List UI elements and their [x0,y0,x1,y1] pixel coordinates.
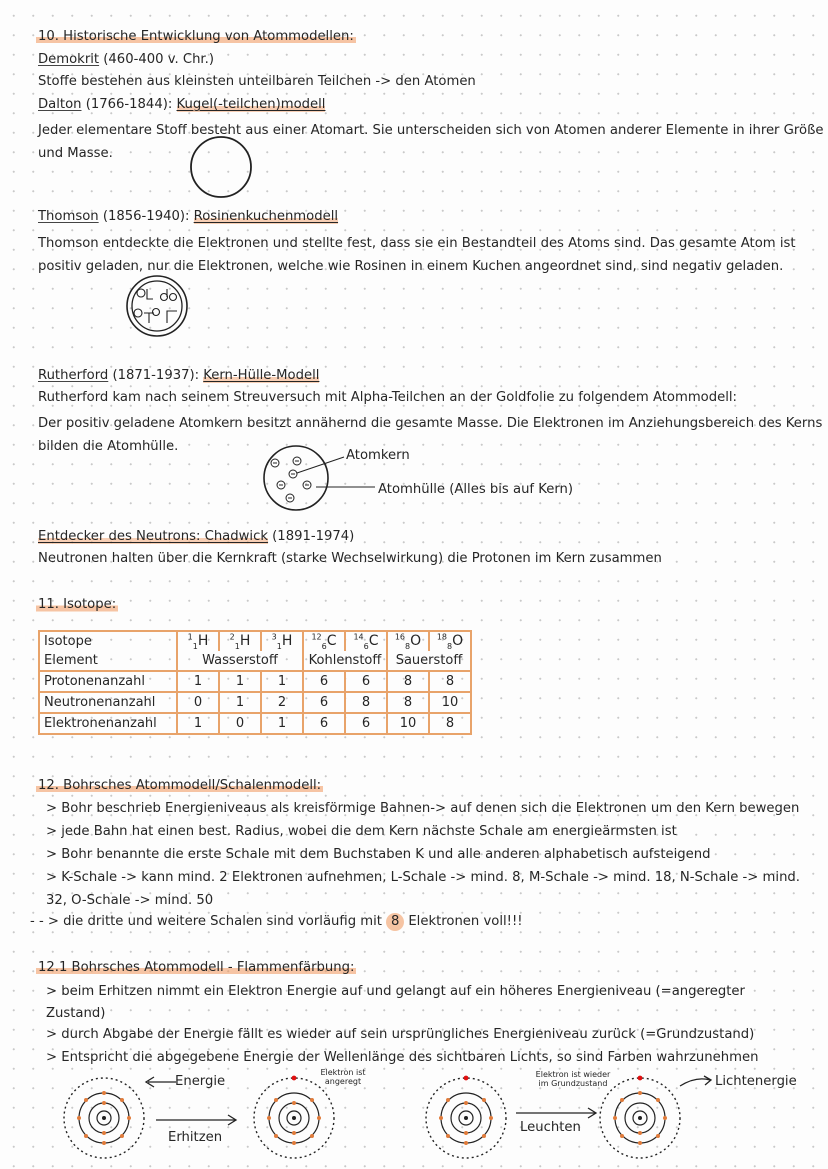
rutherford-atom-drawing [260,445,600,511]
chadwick-years: (1891-1974) [267,529,355,544]
section-11-heading: 11. Isotope: [38,597,117,612]
chadwick-text: Neutronen halten über die Kernkraft (starke Wechselwirkung) die Protonen im Kern zusammen [38,551,662,566]
isotope-symbol: $^{18}_8$O [429,631,471,651]
rutherford-years: (1871-1937): [108,368,204,383]
demokrit-years: (460-400 v. Chr.) [99,52,214,67]
bohr-atom-ground-state-3 [598,1076,682,1160]
section-12-1-heading: 12.1 Bohrsches Atommodell - Flammenfärbung: [38,960,355,975]
demokrit-name: Demokrit [38,52,100,67]
bohr-bullet: > jede Bahn hat einen best. Radius, wobei die dem Kern nächste Schale am energieärmsten ist [46,824,677,839]
isotope-symbol: $^{12}_6$C [303,631,345,651]
highlight-eight: 8 [386,913,404,931]
table-row [39,671,471,692]
label-grundzustand: Elektron ist wieder im Grundzustand [535,1070,611,1088]
flame-bullet: > beim Erhitzen nimmt ein Elektron Energie auf und gelangt auf ein höheres Energieniveau (=angeregter Zustand) [46,984,745,1021]
chadwick-line [38,528,354,545]
flame-bullet: > durch Abgabe der Energie fällt es wieder auf sein ursprüngliches Energieniveau zurück (=Grundzustand) [46,1027,755,1042]
rutherford-line [38,367,319,384]
bohr-atom-ground-state [62,1076,146,1160]
thomson-model: Rosinenkuchenmodell [193,209,339,224]
table-cell: 0 [219,713,261,734]
chadwick-label: Entdecker des Neutrons: Chadwick [38,529,268,544]
thomson-plum-pudding-drawing [117,275,197,337]
thomson-text: Thomson entdeckte die Elektronen und stellte fest, dass sie ein Bestandteil des Atoms sind. Das gesamte Atom ist positiv geladen, nur die Elektronen, welche wie Rosinen in einem Kuchen angeordnet sind, sind negativ geladen. [38,236,796,274]
arrow-right-icon [512,1105,602,1121]
table-cell: 8 [429,671,471,692]
isotope-table [38,630,472,735]
bohr-last-line: - - > die dritte und weitere Schalen sind vorläufig mit 8 Elektronen voll!!! [30,914,523,929]
bohr-bullet: > Bohr benannte die erste Schale mit dem Buchstaben K und alle anderen alphabetisch aufsteigend [46,847,711,862]
isotope-symbol: $^{14}_6$C [345,631,387,651]
dalton-sphere-drawing [189,135,253,199]
dalton-name: Dalton [38,97,82,112]
table-cell: 0 [177,692,219,713]
demokrit-line [38,51,214,68]
table-cell: 1 [219,692,261,713]
energy-arrow-icon [140,1074,180,1090]
table-cell: 6 [345,671,387,692]
table-cell: 1 [261,671,303,692]
row-label: Elektronenanzahl [39,713,177,734]
rutherford-text-1: Rutherford kam nach seinem Streuversuch mit Alpha-Teilchen an der Goldfolie zu folgendem Atommodell: [38,390,737,405]
dalton-text: Jeder elementare Stoff besteht aus einer Atomart. Sie unterscheiden sich von Atomen anderer Elemente in ihrer Größe und Masse. [38,123,824,161]
table-cell: 1 [219,671,261,692]
label-leuchten: Leuchten [520,1120,581,1135]
table-cell: 6 [345,713,387,734]
table-cell: 8 [387,671,429,692]
arrow-right-icon [152,1112,242,1128]
label-energie: Energie [175,1074,226,1089]
flame-bullet: > Entspricht die abgegebene Energie der Wellenlänge des sichtbaren Lichts, so sind Farben wahrzunehmen [46,1050,759,1065]
isotope-symbol: $^{16}_8$O [387,631,429,651]
table-row [39,713,471,734]
demokrit-text: Stoffe bestehen aus kleinsten unteilbaren Teilchen -> den Atomen [38,74,476,89]
bohr-atom-ground-state-2 [424,1076,508,1160]
label-lichtenergie: Lichtenergie [715,1074,797,1089]
table-cell: 10 [429,692,471,713]
table-cell: 1 [261,713,303,734]
element-label: Element [39,651,177,671]
table-cell: 1 [177,671,219,692]
bohr-atom-excited-state [252,1076,336,1160]
row-label: Neutronenanzahl [39,692,177,713]
label-atomkern: Atomkern [346,448,410,463]
table-cell: 10 [387,713,429,734]
dalton-line [38,96,325,113]
isotope-symbol: $^1_1$H [177,631,219,651]
table-cell: 2 [261,692,303,713]
row-label: Protonenanzahl [39,671,177,692]
rutherford-text-2: Der positiv geladene Atomkern besitzt annähernd die gesamte Masse. Die Elektronen im Anziehungsbereich des Kerns bilden die Atomhülle. [38,416,823,454]
table-cell: 1 [177,713,219,734]
table-cell: 8 [345,692,387,713]
table-row [39,692,471,713]
section-12-heading: 12. Bohrsches Atommodell/Schalenmodell: [38,778,322,793]
isotope-symbol: $^3_1$H [261,631,303,651]
bohr-bullet: 32, O-Schale -> mind. 50 [46,893,214,908]
table-row [39,631,471,651]
table-cell: 6 [303,692,345,713]
label-angeregt: Elektron ist angeregt [320,1068,366,1086]
label-atomhuelle: Atomhülle (Alles bis auf Kern) [378,482,574,497]
section-10-heading: 10. Historische Entwicklung von Atommodellen: [38,29,354,44]
element-name: Sauerstoff [387,651,471,671]
element-name: Wasserstoff [177,651,303,671]
element-name: Kohlenstoff [303,651,387,671]
dalton-years: (1766-1844): [81,97,177,112]
thomson-line [38,208,338,225]
table-header-label: Isotope [39,631,177,651]
dalton-model: Kugel(-teilchen)modell [176,97,326,112]
table-cell: 8 [387,692,429,713]
isotope-symbol: $^2_1$H [219,631,261,651]
rutherford-model: Kern-Hülle-Modell [203,368,320,383]
table-cell: 6 [303,671,345,692]
table-cell: 6 [303,713,345,734]
bohr-bullet: > Bohr beschrieb Energieniveaus als kreisförmige Bahnen-> auf denen sich die Elektronen um den Kern bewegen [46,801,800,816]
thomson-years: (1856-1940): [98,209,194,224]
label-erhitzen: Erhitzen [168,1130,223,1145]
thomson-name: Thomson [38,209,99,224]
table-row [39,651,471,671]
bohr-bullet: > K-Schale -> kann mind. 2 Elektronen aufnehmen, L-Schale -> mind. 8, M-Schale -> mind. 18, N-Schale -> mind. [46,870,800,885]
table-cell: 8 [429,713,471,734]
rutherford-name: Rutherford [38,368,109,383]
light-arrow-icon [676,1074,716,1090]
